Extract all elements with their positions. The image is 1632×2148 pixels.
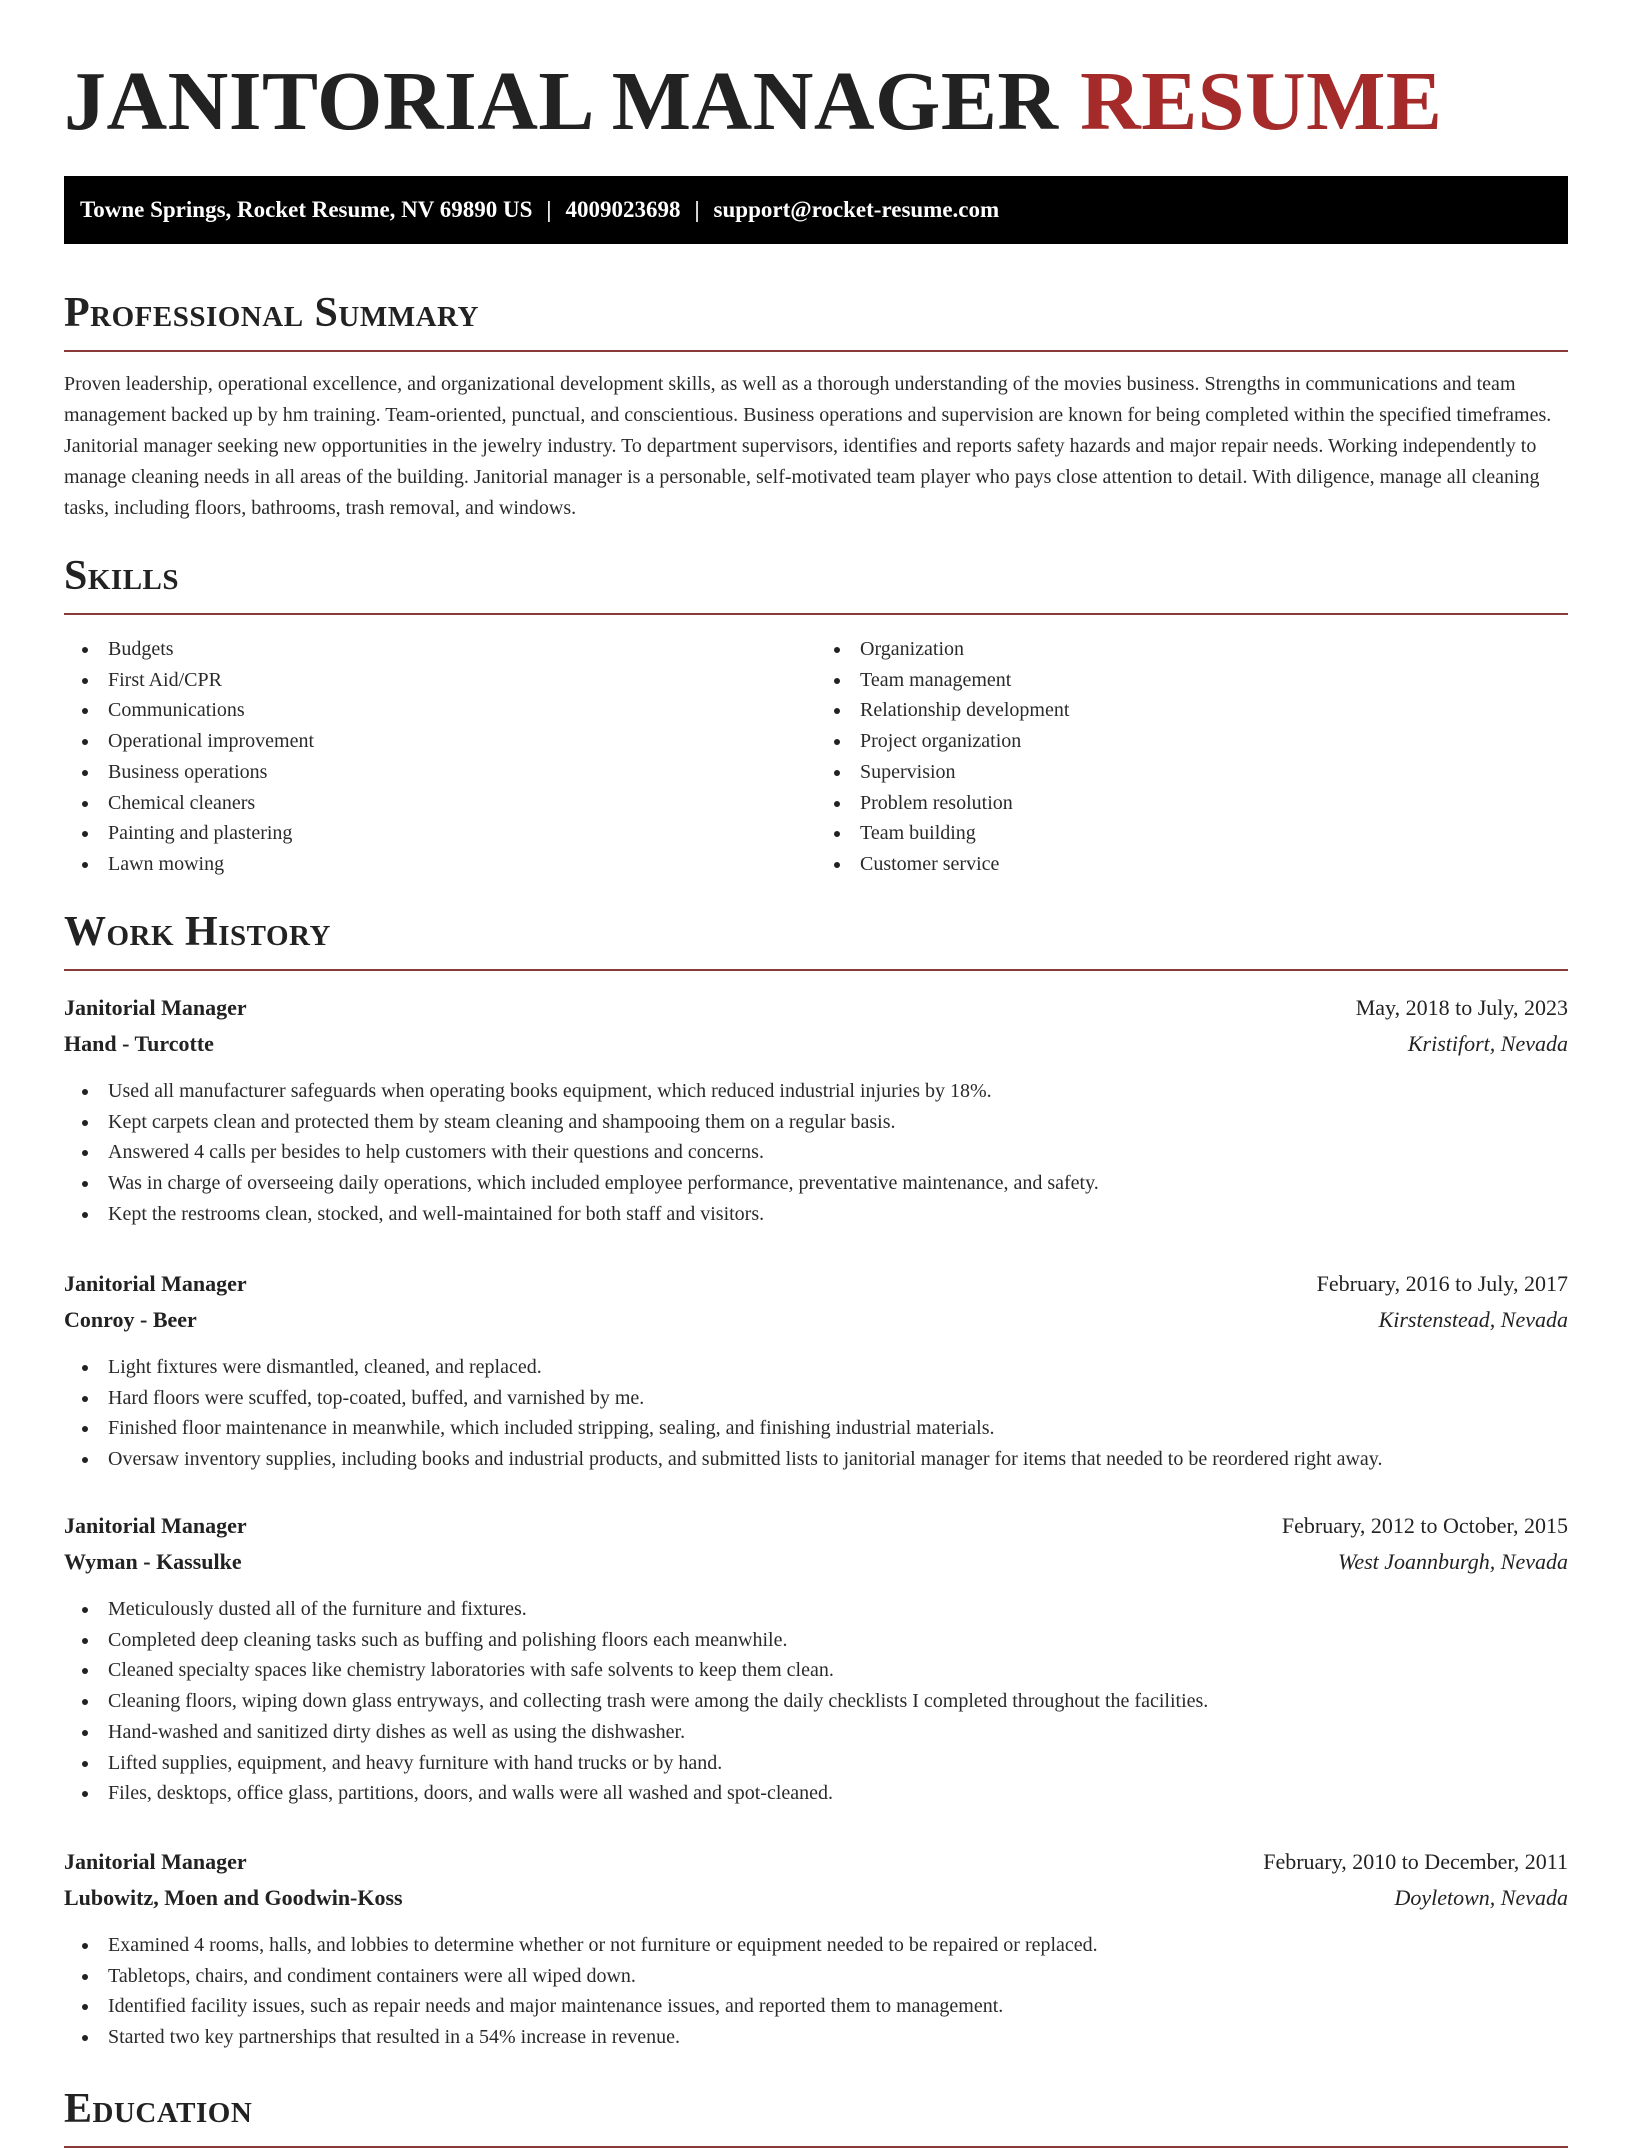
job-duty: Tabletops, chairs, and condiment containers were all wiped down. [108,1961,1568,1992]
summary-heading: Professional Summary [64,288,1568,352]
contact-phone: 4009023698 [565,197,681,222]
skill-item: Budgets [108,634,816,665]
skill-item: Customer service [860,849,1568,880]
job-company-row [64,1026,1568,1062]
job-title: Janitorial Manager [64,1849,247,1874]
job-dates: February, 2010 to December, 2011 [1263,1849,1568,1874]
job-duties [64,1076,1568,1230]
job-title: Janitorial Manager [64,1271,247,1296]
skills-column-right [816,634,1568,880]
contact-email[interactable]: support@rocket-resume.com [713,197,1000,222]
contact-bar [64,176,1568,244]
job-company-row [64,1544,1568,1580]
job-duties [64,1594,1568,1809]
job-duties [64,1930,1568,2053]
job-duty: Meticulously dusted all of the furniture and fixtures. [108,1594,1568,1625]
skill-item: Lawn mowing [108,849,816,880]
job-duty: Used all manufacturer safeguards when operating books equipment, which reduced industrial injuries by 18%. [108,1076,1568,1107]
job-duty: Answered 4 calls per besides to help customers with their questions and concerns. [108,1137,1568,1168]
summary-text: Proven leadership, operational excellence, and organizational development skills, as well as a thorough understanding of the movies business. Strengths in communications and team management backed up by hm training. Team-oriented, punctual, and conscientious. Business operations and supervision are known for being completed within the specified timeframes. Janitorial manager seeking new opportunities in the jewelry industry. To department supervisors, identifies and reports safety hazards and major repair needs. Working independently to manage cleaning needs in all areas of the building. Janitorial manager is a personable, self-motivated team player who pays close attention to detail. With diligence, manage all cleaning tasks, including floors, bathrooms, trash removal, and windows. [64,373,1552,519]
skill-item: Operational improvement [108,726,816,757]
job-title: Janitorial Manager [64,1513,247,1538]
job-dates: February, 2016 to July, 2017 [1316,1271,1568,1296]
contact-separator: | [546,197,552,222]
job-duty: Cleaning floors, wiping down glass entryways, and collecting trash were among the daily checklists I completed throughout the facilities. [108,1686,1568,1717]
job-duty: Hand-washed and sanitized dirty dishes as well as using the dishwasher. [108,1717,1568,1748]
skill-item: Team building [860,818,1568,849]
skill-item: Problem resolution [860,788,1568,819]
job-duty: Finished floor maintenance in meanwhile, which included stripping, sealing, and finishing industrial materials. [108,1413,1568,1444]
job-dates: February, 2012 to October, 2015 [1281,1513,1568,1538]
resume-title [64,52,1442,152]
job-location: West Joannburgh, Nevada [1338,1549,1568,1574]
job-duty: Kept carpets clean and protected them by steam cleaning and shampooing them on a regular basis. [108,1107,1568,1138]
job-dates: May, 2018 to July, 2023 [1355,995,1568,1020]
job-header-row [64,1508,1568,1544]
skill-item: First Aid/CPR [108,665,816,696]
skill-item: Chemical cleaners [108,788,816,819]
skill-item: Painting and plastering [108,818,816,849]
skill-item: Project organization [860,726,1568,757]
work-history-heading: Work History [64,907,1568,971]
job-header-row [64,990,1568,1026]
job-company: Hand - Turcotte [64,1031,214,1056]
job-duty: Light fixtures were dismantled, cleaned, and replaced. [108,1352,1568,1383]
skills-column-left [64,634,816,880]
skill-item: Supervision [860,757,1568,788]
job-entry [64,1508,1568,1809]
job-header-row [64,1844,1568,1880]
title-accent: RESUME [1080,55,1443,148]
job-entry [64,990,1568,1230]
title-main: JANITORIAL MANAGER [64,55,1059,148]
job-duty: Examined 4 rooms, halls, and lobbies to determine whether or not furniture or equipment needed to be repaired or replaced. [108,1930,1568,1961]
skill-item: Team management [860,665,1568,696]
job-location: Kristifort, Nevada [1407,1031,1568,1056]
skills-list [64,634,1568,880]
contact-address: Towne Springs, Rocket Resume, NV 69890 US [80,197,533,222]
job-company-row [64,1302,1568,1338]
skill-item: Business operations [108,757,816,788]
skills-heading: Skills [64,551,1568,615]
skill-item: Organization [860,634,1568,665]
job-duty: Started two key partnerships that resulted in a 54% increase in revenue. [108,2022,1568,2053]
job-duty: Kept the restrooms clean, stocked, and well-maintained for both staff and visitors. [108,1199,1568,1230]
job-company: Wyman - Kassulke [64,1549,242,1574]
skill-item: Relationship development [860,695,1568,726]
job-header-row [64,1266,1568,1302]
job-duty: Identified facility issues, such as repair needs and major maintenance issues, and reported them to management. [108,1991,1568,2022]
job-duties [64,1352,1568,1475]
job-company: Lubowitz, Moen and Goodwin-Koss [64,1885,403,1910]
job-duty: Files, desktops, office glass, partitions, doors, and walls were all washed and spot-cleaned. [108,1778,1568,1809]
job-location: Doyletown, Nevada [1394,1885,1568,1910]
job-duty: Lifted supplies, equipment, and heavy furniture with hand trucks or by hand. [108,1748,1568,1779]
job-duty: Cleaned specialty spaces like chemistry laboratories with safe solvents to keep them clean. [108,1655,1568,1686]
contact-separator: | [694,197,700,222]
job-duty: Completed deep cleaning tasks such as buffing and polishing floors each meanwhile. [108,1625,1568,1656]
skill-item: Communications [108,695,816,726]
job-entry [64,1266,1568,1475]
job-duty: Was in charge of overseeing daily operations, which included employee performance, preventative maintenance, and safety. [108,1168,1568,1199]
job-duty: Hard floors were scuffed, top-coated, buffed, and varnished by me. [108,1383,1568,1414]
job-entry [64,1844,1568,2053]
job-location: Kirstenstead, Nevada [1378,1307,1568,1332]
job-company-row [64,1880,1568,1916]
job-title: Janitorial Manager [64,995,247,1020]
job-duty: Oversaw inventory supplies, including books and industrial products, and submitted lists to janitorial manager for items that needed to be reordered right away. [108,1444,1568,1475]
education-heading: Education [64,2084,1568,2148]
job-company: Conroy - Beer [64,1307,197,1332]
